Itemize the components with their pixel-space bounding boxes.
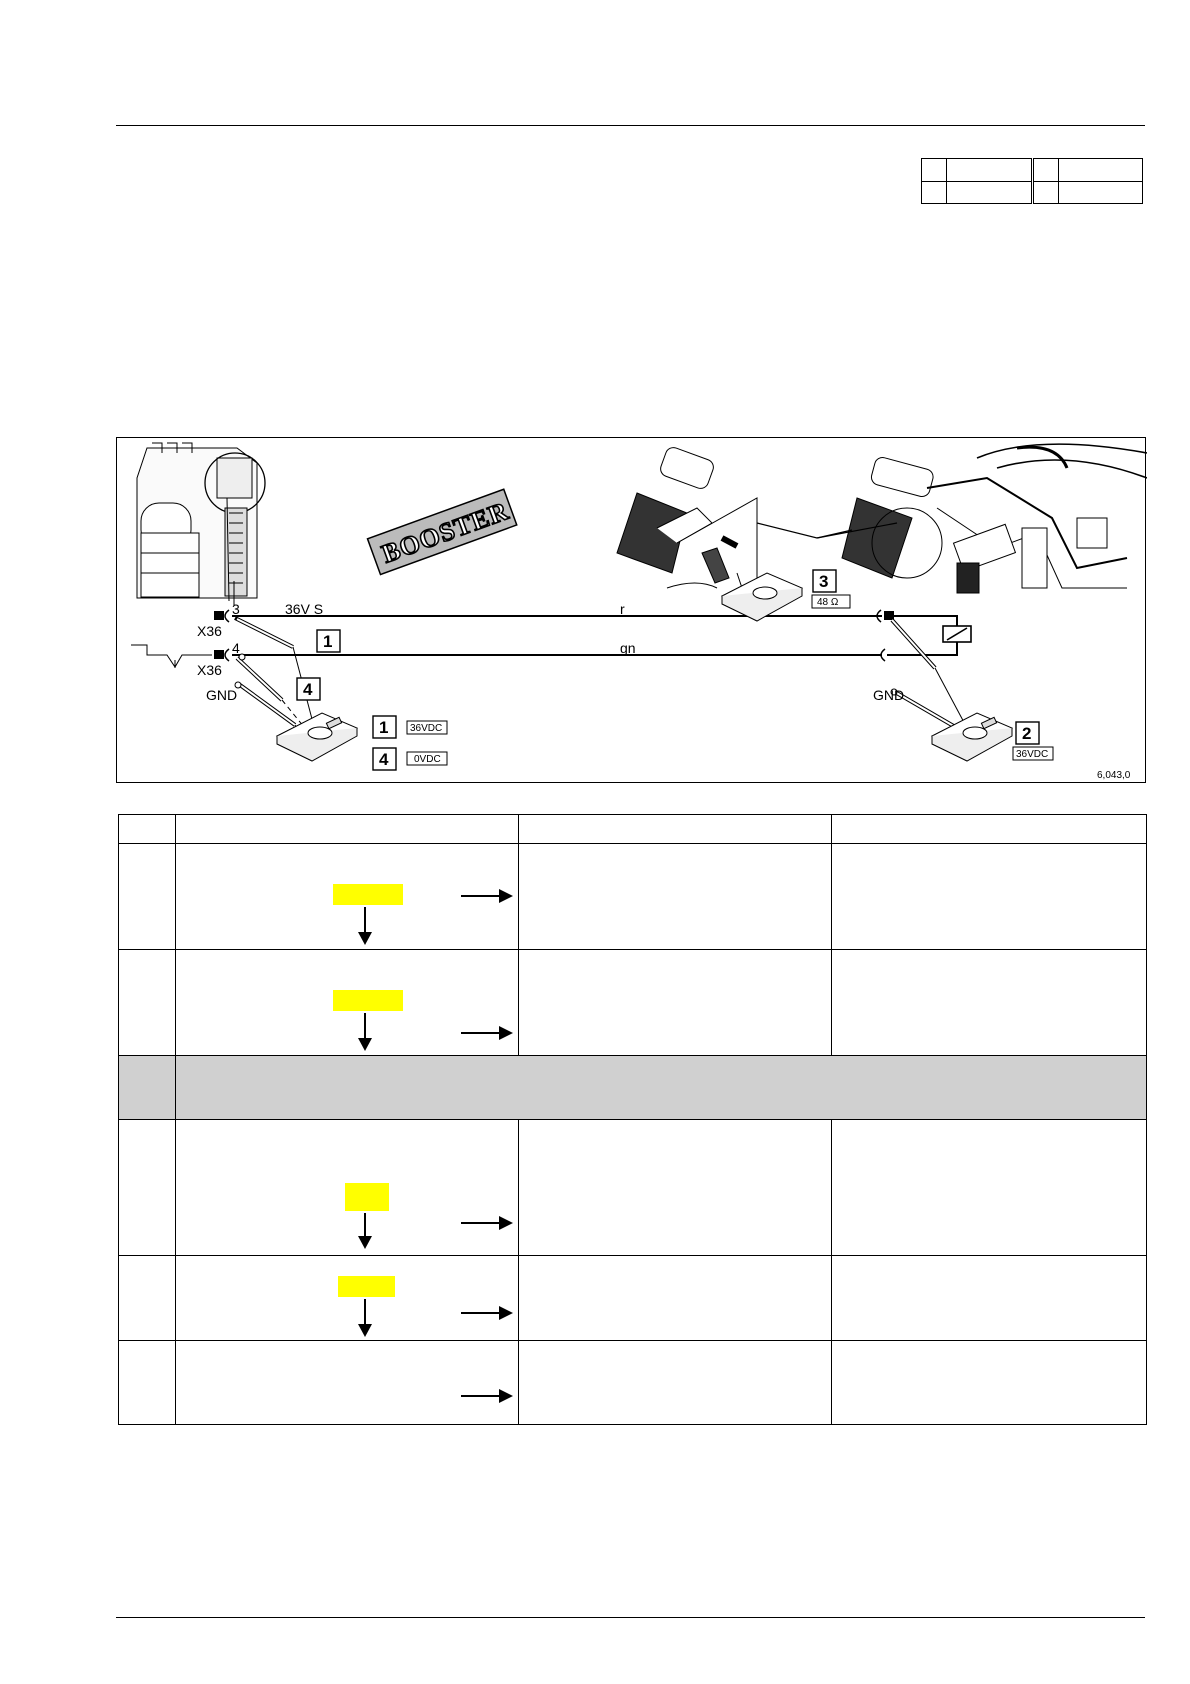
result-highlight (338, 1276, 395, 1297)
step-number-cell (119, 844, 176, 950)
table-row (119, 1341, 1147, 1425)
remedy-cell (832, 1120, 1147, 1256)
ground-label-left: GND (206, 687, 238, 703)
solenoid-coil-symbol (943, 626, 971, 642)
header-cell (176, 815, 519, 844)
check-cell (176, 1256, 519, 1341)
result-highlight (333, 884, 403, 905)
reference-grid (921, 158, 1143, 204)
check-cell (176, 950, 519, 1056)
cause-cell (519, 844, 832, 950)
result-highlight (333, 990, 403, 1011)
svg-text:1: 1 (323, 632, 333, 651)
solenoid-valve-illustration (617, 445, 757, 588)
table-row-note (119, 1056, 1147, 1120)
troubleshooting-table (118, 814, 1147, 1425)
wire-color-top: r (620, 601, 625, 617)
header-cell (832, 815, 1147, 844)
step-number-cell (119, 1341, 176, 1425)
svg-text:4: 4 (379, 750, 389, 769)
connector-label-top: X36 (197, 623, 222, 639)
step-number-cell (119, 950, 176, 1056)
cause-cell (519, 1341, 832, 1425)
figure-code: 6,043,0 (1097, 770, 1131, 781)
svg-text:3: 3 (819, 572, 829, 591)
step-4-reading: 0VDC (414, 754, 441, 765)
test-probes (235, 618, 957, 728)
connector-label-bottom: X36 (197, 662, 222, 678)
control-board-illustration (137, 443, 265, 601)
svg-text:1: 1 (379, 718, 389, 737)
booster-stamp-text: BOOSTER (378, 495, 513, 569)
table-row (119, 1120, 1147, 1256)
table-header-row (119, 815, 1147, 844)
table-row (119, 950, 1147, 1056)
remedy-cell (832, 844, 1147, 950)
cause-cell (519, 950, 832, 1056)
step-3-callout (812, 570, 850, 608)
multimeter-top (722, 573, 802, 621)
step-3-reading: 48 Ω (817, 597, 839, 608)
check-cell (176, 1341, 519, 1425)
svg-text:4: 4 (303, 680, 313, 699)
step-1-reading: 36VDC (410, 723, 443, 734)
signal-label: 36V S (285, 601, 324, 617)
svg-text:2: 2 (1022, 724, 1032, 743)
note-cell (176, 1056, 1147, 1120)
table-row (119, 1256, 1147, 1341)
step-number-cell (119, 1056, 176, 1120)
wire-color-bottom: gn (620, 640, 636, 656)
cause-cell (519, 1256, 832, 1341)
ground-label-right: GND (873, 687, 905, 703)
remedy-cell (832, 1341, 1147, 1425)
cause-cell (519, 1120, 832, 1256)
footer-rule (116, 1617, 1145, 1618)
header-cell (119, 815, 176, 844)
step-number-cell (119, 1120, 176, 1256)
pin-number-bottom: 4 (232, 640, 240, 656)
connector-pins (214, 610, 894, 661)
wiring-diagram-svg (117, 438, 1147, 784)
booster-stamp (368, 489, 517, 574)
step-2-reading: 36VDC (1016, 749, 1049, 760)
header-rule (116, 125, 1145, 126)
wiring-diagram (116, 437, 1146, 783)
check-cell (176, 1120, 519, 1256)
step-number-cell (119, 1256, 176, 1341)
check-cell (176, 844, 519, 950)
step-2-callout (1013, 722, 1053, 760)
header-cell (519, 815, 832, 844)
valve-assembly-illustration (842, 444, 1147, 593)
remedy-cell (832, 950, 1147, 1056)
pin-number-top: 3 (232, 601, 240, 617)
result-highlight (345, 1183, 389, 1211)
remedy-cell (832, 1256, 1147, 1341)
table-row (119, 844, 1147, 950)
